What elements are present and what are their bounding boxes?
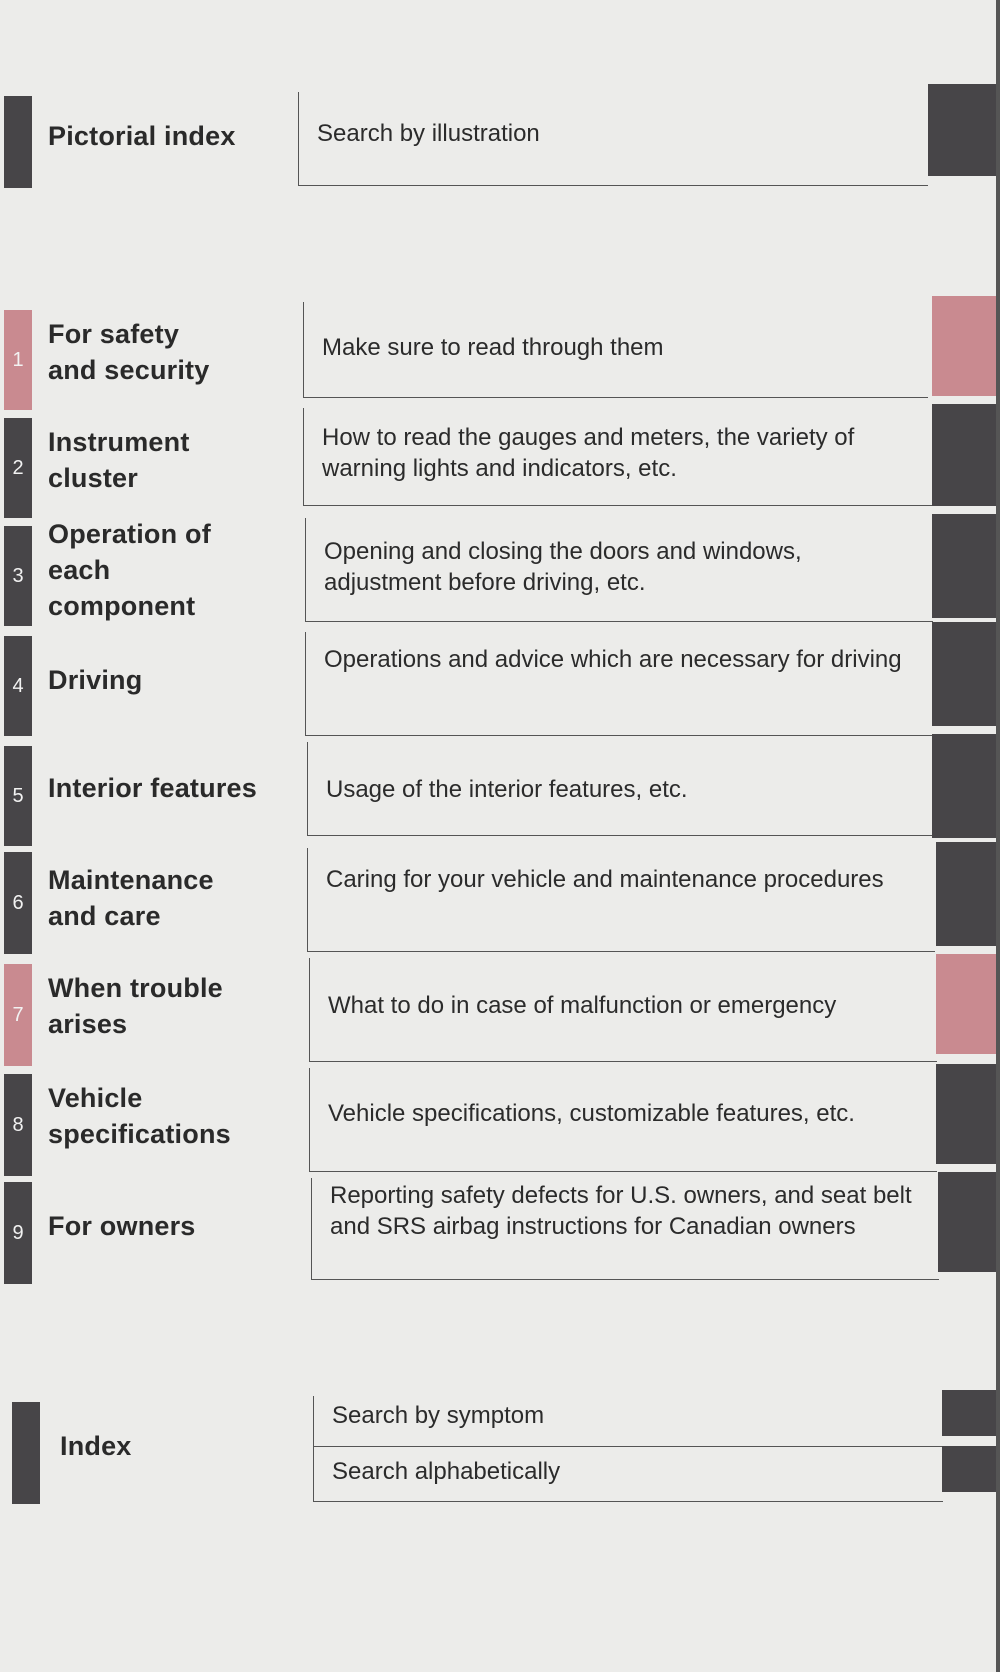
section-number-tab: 8 xyxy=(4,1074,32,1176)
section-description: Usage of the interior features, etc. xyxy=(326,776,688,803)
description-box xyxy=(303,408,933,506)
description-box xyxy=(303,302,928,398)
section-description: Make sure to read through them xyxy=(322,334,664,361)
section-number-tab: 6 xyxy=(4,852,32,954)
description-box xyxy=(305,632,933,736)
section-title: Driving xyxy=(48,665,143,695)
section-description: How to read the gauges and meters, the variety of warning lights and indicators, etc. xyxy=(322,424,855,482)
thumb-tab[interactable] xyxy=(932,514,1000,618)
thumb-tab[interactable] xyxy=(938,1172,1000,1272)
section-description: Caring for your vehicle and maintenance procedures xyxy=(326,866,884,893)
section-number-tab xyxy=(4,96,32,188)
thumb-tab[interactable] xyxy=(936,954,1000,1054)
section-number-tab: 1 xyxy=(4,310,32,410)
index-box xyxy=(313,1396,943,1502)
description-box xyxy=(307,742,933,836)
section-number-tab: 7 xyxy=(4,964,32,1066)
description-box xyxy=(311,1178,939,1280)
index-item-alphabetical[interactable]: Search alphabetically xyxy=(332,1458,561,1485)
index-item-symptom[interactable]: Search by symptom xyxy=(332,1402,545,1429)
section-title: For owners xyxy=(48,1211,196,1241)
index-divider xyxy=(314,1446,943,1447)
section-title: Interior features xyxy=(48,773,257,803)
thumb-tab[interactable] xyxy=(936,1064,1000,1164)
thumb-tab[interactable] xyxy=(932,734,1000,838)
section-description: Search by illustration xyxy=(317,120,540,147)
section-title: When trouble arises xyxy=(48,973,223,1039)
section-number-tab: 2 xyxy=(4,418,32,518)
section-number-tab: 4 xyxy=(4,636,32,736)
description-box xyxy=(298,92,928,186)
section-title: Vehicle specifications xyxy=(48,1083,231,1149)
section-title: Maintenance and care xyxy=(48,865,214,931)
section-description: Opening and closing the doors and windows, adjustment before driving, etc. xyxy=(324,538,802,596)
index-title: Index xyxy=(60,1431,132,1461)
section-number-tab: 5 xyxy=(4,746,32,846)
thumb-tab[interactable] xyxy=(928,84,1000,176)
section-description: Operations and advice which are necessary for driving xyxy=(324,646,902,673)
section-number-tab: 3 xyxy=(4,526,32,626)
thumb-tab[interactable] xyxy=(932,404,1000,506)
section-description: What to do in case of malfunction or emergency xyxy=(328,992,837,1019)
thumb-tab[interactable] xyxy=(932,296,1000,396)
description-box xyxy=(307,848,935,952)
section-number-tab: 9 xyxy=(4,1182,32,1284)
description-box xyxy=(309,958,937,1062)
section-title: Operation of each component xyxy=(48,519,211,621)
page-edge xyxy=(996,0,1000,1672)
section-title: Pictorial index xyxy=(48,121,236,151)
section-description: Reporting safety defects for U.S. owners, and seat belt and SRS airbag instructions for Canadian owners xyxy=(330,1182,912,1240)
thumb-tab[interactable] xyxy=(936,842,1000,946)
index-tab xyxy=(12,1402,40,1504)
thumb-tab[interactable] xyxy=(932,622,1000,726)
section-description: Vehicle specifications, customizable features, etc. xyxy=(328,1100,855,1127)
section-title: For safety and security xyxy=(48,319,210,385)
description-box xyxy=(309,1068,937,1172)
thumb-tab-alphabetical[interactable] xyxy=(942,1446,1000,1492)
thumb-tab-symptom[interactable] xyxy=(942,1390,1000,1436)
section-title: Instrument cluster xyxy=(48,427,190,493)
description-box xyxy=(305,518,933,622)
